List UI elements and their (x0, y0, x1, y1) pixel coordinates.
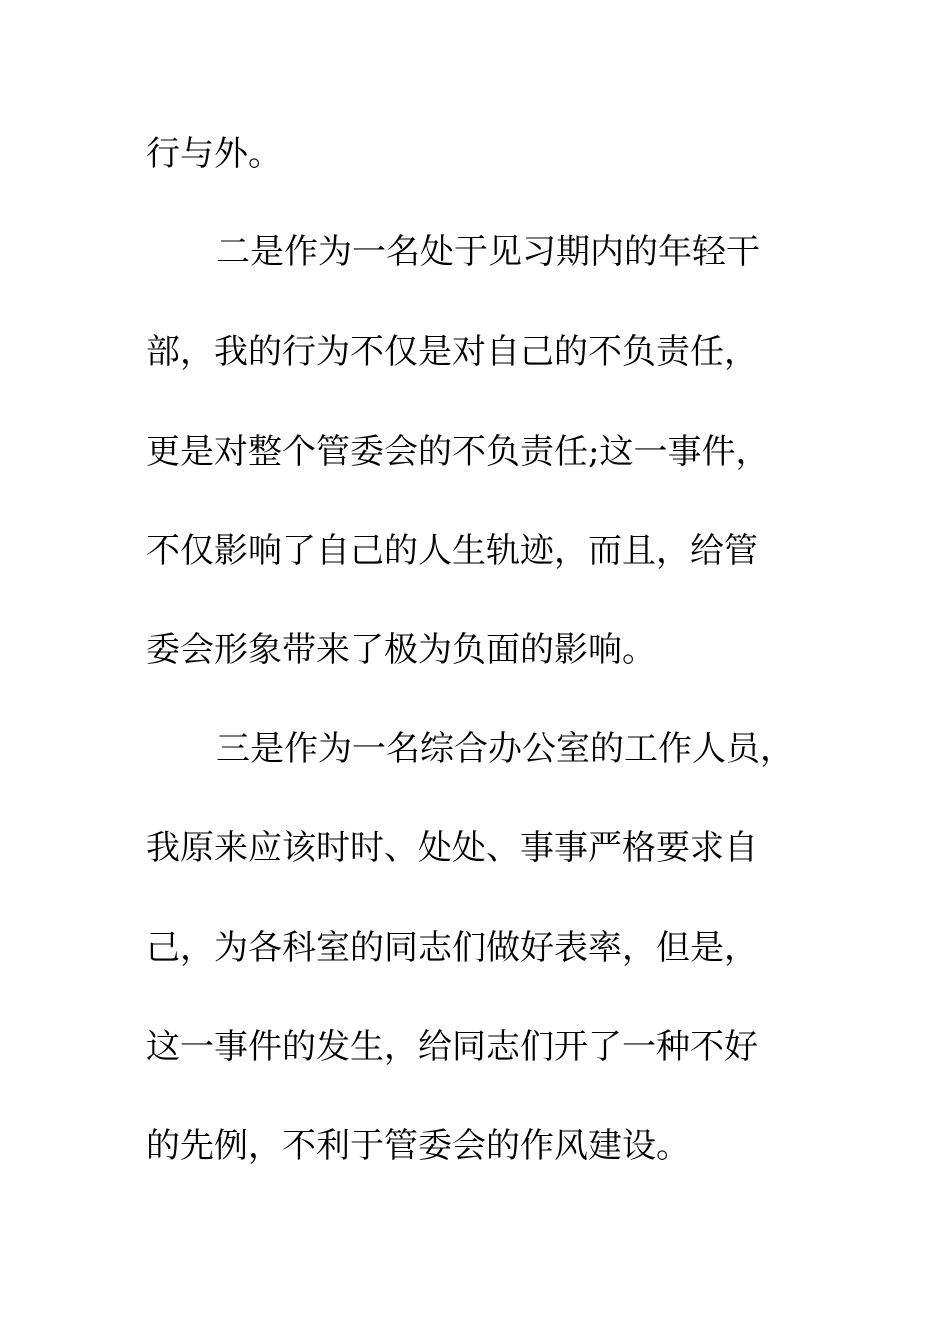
text-line: 行与外。 (146, 134, 282, 174)
paragraph-start-line: 二是作为一名处于见习期内的年轻干 (216, 232, 760, 272)
text-line: 不仅影响了自己的人生轨迹，而且，给管 (146, 531, 758, 571)
text-line: 我原来应该时时、处处、事事严格要求自 (146, 828, 758, 868)
text-line: 己，为各科室的同志们做好表率，但是， (146, 928, 758, 968)
text-line: 的先例，不利于管委会的作风建设。 (146, 1126, 690, 1166)
text-line: 部，我的行为不仅是对自己的不负责任， (146, 332, 758, 372)
text-line: 这一事件的发生，给同志们开了一种不好 (146, 1027, 758, 1067)
text-line: 更是对整个管委会的不负责任;这一事件， (146, 432, 770, 472)
text-line: 委会形象带来了极为负面的影响。 (146, 630, 656, 670)
paragraph-start-line: 三是作为一名综合办公室的工作人员， (216, 729, 794, 769)
